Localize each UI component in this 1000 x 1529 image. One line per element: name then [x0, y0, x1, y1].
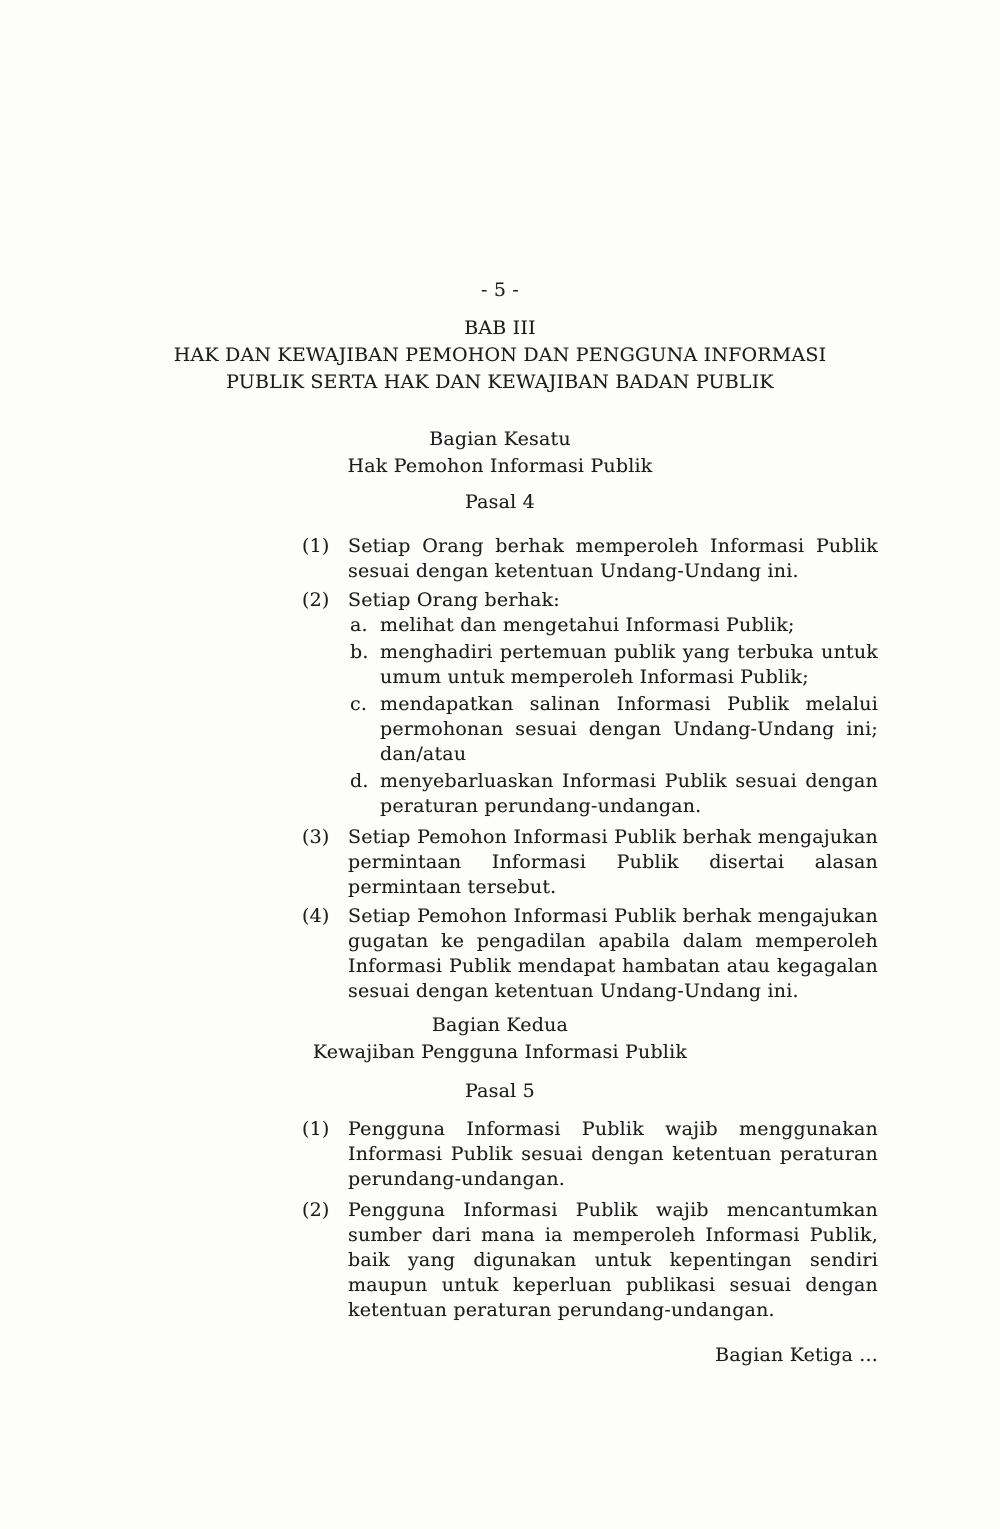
sub-list-item [350, 692, 878, 767]
chapter-heading [0, 315, 1000, 396]
sub-item-letter: d. [350, 770, 369, 792]
item-intro: Setiap Orang berhak: [348, 589, 560, 611]
sub-item-text: menyebarluaskan Informasi Publik sesuai dengan peraturan perundang-undangan. [380, 770, 878, 817]
item-text: Setiap Orang berhak memperoleh Informasi Publik sesuai dengan ketentuan Undang-Undang ini. [348, 535, 878, 582]
section-two-heading: Bagian Kedua Kewajiban Pengguna Informasi Publik [312, 1014, 688, 1063]
sub-list [350, 613, 878, 819]
item-text: Setiap Pemohon Informasi Publik berhak mengajukan gugatan ke pengadilan apabila dalam memperoleh Informasi Publik mendapat hambatan atau kegagalan sesuai dengan ketentuan Undang-Undang ini. [348, 905, 878, 1002]
list-item [302, 825, 880, 900]
sub-item-letter: b. [350, 641, 369, 663]
item-number: (2) [302, 1199, 330, 1221]
item-number: (3) [302, 826, 330, 848]
pasal-4-items [0, 534, 1000, 1004]
sub-item-text: menghadiri pertemuan publik yang terbuka untuk umum untuk memperoleh Informasi Publik; [380, 641, 878, 688]
sub-list-item [350, 613, 878, 638]
item-text [348, 588, 878, 821]
chapter-subtitle: HAK DAN KEWAJIBAN PEMOHON DAN PENGGUNA INFORMASI PUBLIK SERTA HAK DAN KEWAJIBAN BADAN PUBLIK [173, 344, 827, 393]
sub-item-text: mendapatkan salinan Informasi Publik melalui permohonan sesuai dengan Undang-Undang ini; dan/atau [380, 693, 878, 765]
sub-item-letter: c. [350, 693, 368, 715]
item-number: (4) [302, 905, 330, 927]
article-title-pasal-4: Pasal 4 [465, 491, 535, 513]
list-item [302, 534, 880, 584]
page-number: - 5 - [480, 279, 519, 301]
item-number: (2) [302, 589, 330, 611]
list-item [302, 904, 880, 1004]
sub-item-text: melihat dan mengetahui Informasi Publik; [380, 614, 795, 636]
sub-list-item [350, 769, 878, 819]
item-number: (1) [302, 535, 330, 557]
list-item [302, 588, 880, 821]
chapter-title: BAB III [464, 317, 536, 339]
item-text: Setiap Pemohon Informasi Publik berhak mengajukan permintaan Informasi Publik disertai alasan permintaan tersebut. [348, 826, 878, 898]
sub-list-item [350, 640, 878, 690]
catchword-next-section: Bagian Ketiga ... [715, 1344, 878, 1366]
item-text: Pengguna Informasi Publik wajib mencantumkan sumber dari mana ia memperoleh Informasi Publik, baik yang digunakan untuk kepentingan sendiri maupun untuk keperluan publikasi sesuai dengan ketentuan peraturan perundang-undangan. [348, 1199, 878, 1321]
list-item [302, 1117, 880, 1192]
pasal-5-items [0, 1117, 1000, 1323]
sub-item-letter: a. [350, 614, 368, 636]
item-number: (1) [302, 1118, 330, 1140]
item-text: Pengguna Informasi Publik wajib menggunakan Informasi Publik sesuai dengan ketentuan peraturan perundang-undangan. [348, 1118, 878, 1190]
section-one-heading: Bagian Kesatu Hak Pemohon Informasi Publik [347, 428, 653, 477]
article-title-pasal-5: Pasal 5 [465, 1080, 535, 1102]
list-item [302, 1198, 880, 1323]
